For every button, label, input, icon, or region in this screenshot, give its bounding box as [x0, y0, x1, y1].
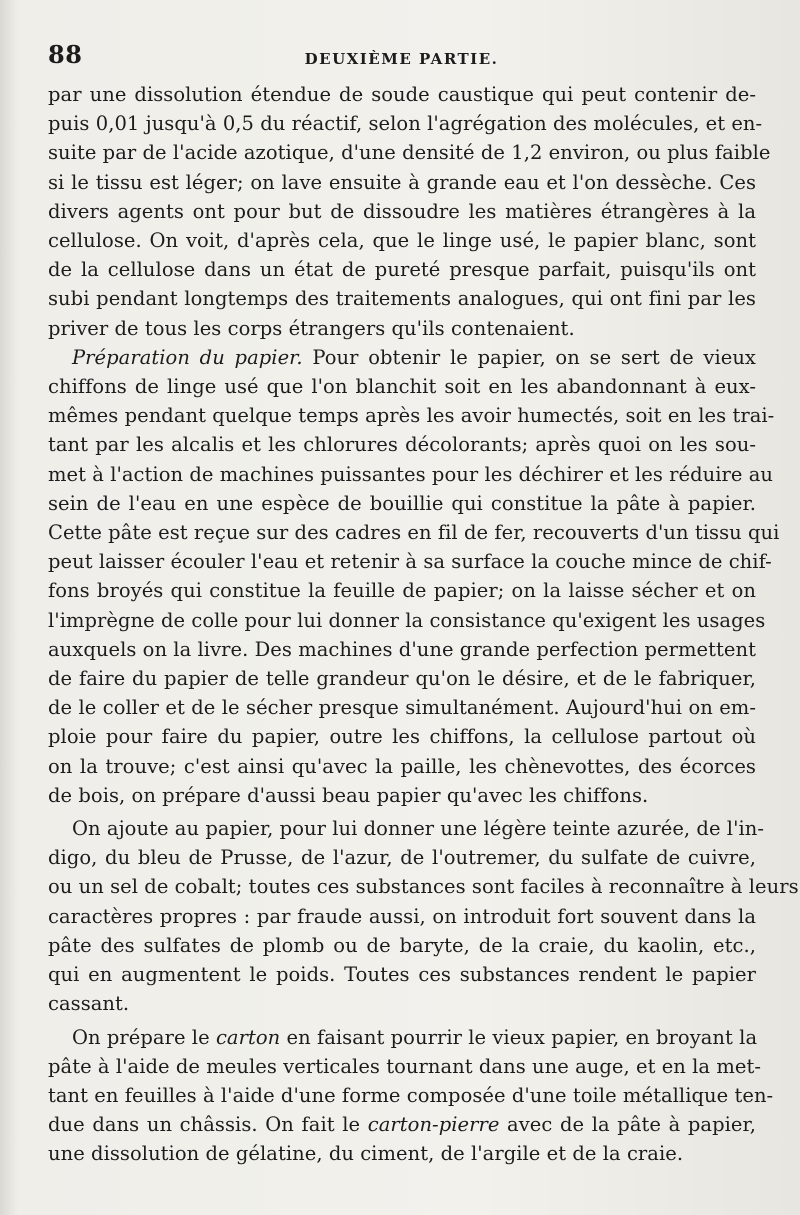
text-line: digo, du bleu de Prusse, de l'azur, de l'outremer, du sulfate de cuivre,	[48, 846, 756, 870]
text-line: puis 0,01 jusqu'à 0,5 du réactif, selon l'agrégation des molécules, et en-	[48, 112, 763, 136]
text-line: ploie pour faire du papier, outre les chiffons, la cellulose partout où	[48, 725, 756, 749]
text-line: subi pendant longtemps des traitements analogues, qui ont fini par les	[48, 287, 756, 311]
text-line: de bois, on prépare d'aussi beau papier qu'avec les chiffons.	[48, 783, 649, 807]
emphasis-term: carton-pierre	[367, 1113, 500, 1137]
text-line: auxquels on la livre. Des machines d'une grande perfection permettent	[48, 637, 756, 661]
text-line: pâte à l'aide de meules verticales tournant dans une auge, et en la met-	[48, 1054, 762, 1078]
text-line: si le tissu est léger; on lave ensuite à grande eau et l'on dessèche. Ces	[48, 170, 756, 194]
text-line: de faire du papier de telle grandeur qu'on le désire, et de le fabriquer,	[48, 667, 756, 691]
text-line: met à l'action de machines puissantes pour les déchirer et les réduire au	[48, 462, 774, 486]
text-line: divers agents ont pour but de dissoudre les matières étrangères à la	[48, 199, 756, 223]
text-line	[48, 343, 756, 372]
text-line: mêmes pendant quelque temps après les avoir humectés, soit en les trai-	[48, 404, 775, 428]
text-line: sein de l'eau en une espèce de bouillie qui constitue la pâte à papier.	[48, 491, 756, 515]
text-line: fons broyés qui constitue la feuille de papier; on la laisse sécher et on	[48, 579, 756, 603]
text-line	[48, 1110, 756, 1139]
text-line: suite par de l'acide azotique, d'une densité de 1,2 environ, ou plus faible	[48, 141, 771, 165]
page-body	[48, 80, 799, 1169]
text-line: priver de tous les corps étrangers qu'ils contenaient.	[48, 316, 575, 340]
paragraph	[48, 1023, 774, 1169]
text-line: une dissolution de gélatine, du ciment, de l'argile et de la craie.	[48, 1142, 684, 1166]
text-line: On ajoute au papier, pour lui donner une légère teinte azurée, de l'in-	[72, 817, 765, 841]
text-line: qui en augmentent le poids. Toutes ces substances rendent le papier	[48, 963, 756, 987]
page-number: 88	[48, 40, 83, 69]
text-line: par une dissolution étendue de soude caustique qui peut contenir de-	[48, 83, 756, 106]
text-run: due dans un châssis. On fait le	[48, 1113, 368, 1137]
text-line: Cette pâte est reçue sur des cadres en fil de fer, recouverts d'un tissu qui	[48, 521, 780, 545]
text-line: ou un sel de cobalt; toutes ces substances sont faciles à reconnaître à leurs	[48, 875, 799, 899]
text-line: peut laisser écouler l'eau et retenir à sa surface la couche mince de chif-	[48, 550, 772, 574]
text-run: avec de la pâte à papier,	[499, 1113, 756, 1137]
text-line	[48, 1023, 756, 1052]
text-line: chiffons de linge usé que l'on blanchit soit en les abandonnant à eux-	[48, 375, 756, 399]
paragraph	[48, 814, 799, 1018]
text-run: Pour obtenir le papier, on se sert de vieux	[302, 345, 756, 369]
page-header	[48, 40, 755, 74]
text-line: cellulose. On voit, d'après cela, que le linge usé, le papier blanc, sont	[48, 229, 756, 253]
paragraph	[48, 343, 780, 810]
paragraph	[48, 80, 771, 343]
emphasis-term: carton	[215, 1025, 281, 1049]
section-lead: Préparation du papier.	[72, 345, 303, 369]
text-line: de la cellulose dans un état de pureté presque parfait, puisqu'ils ont	[48, 258, 756, 282]
text-run: en faisant pourrir le vieux papier, en broyant la	[280, 1025, 758, 1049]
text-line: l'imprègne de colle pour lui donner la consistance qu'exigent les usages	[48, 608, 766, 632]
text-line: on la trouve; c'est ainsi qu'avec la paille, les chènevottes, des écorces	[48, 754, 756, 778]
text-run: On prépare le	[72, 1025, 216, 1049]
running-head: DEUXIÈME PARTIE.	[304, 50, 499, 68]
text-line: cassant.	[48, 992, 130, 1016]
text-line: tant en feuilles à l'aide d'une forme composée d'une toile métallique ten-	[48, 1083, 774, 1107]
text-line: de le coller et de le sécher presque simultanément. Aujourd'hui on em-	[48, 696, 756, 720]
text-line: pâte des sulfates de plomb ou de baryte, de la craie, du kaolin, etc.,	[48, 933, 756, 957]
text-line: tant par les alcalis et les chlorures décolorants; après quoi on les sou-	[48, 433, 756, 457]
text-line: caractères propres : par fraude aussi, on introduit fort souvent dans la	[48, 904, 756, 928]
